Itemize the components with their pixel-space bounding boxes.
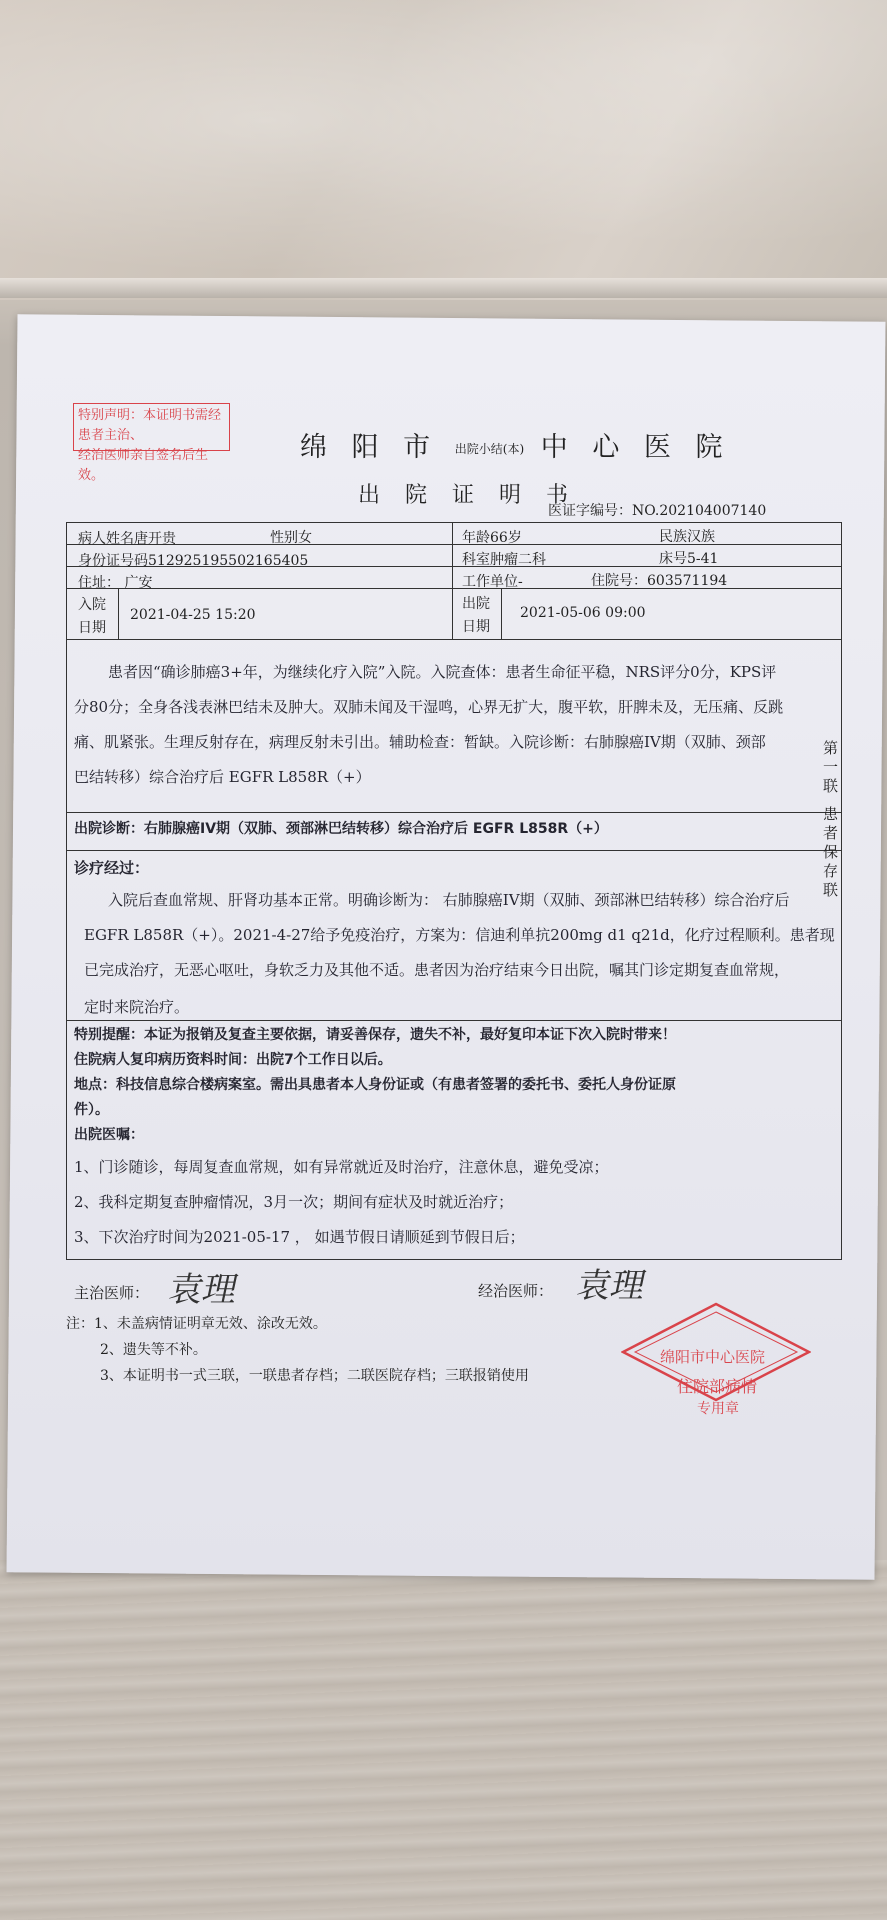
col-divider	[118, 588, 119, 640]
treatment-course-label: 诊疗经过：	[74, 859, 150, 877]
discharge-date-label-2: 日期	[462, 619, 490, 635]
patient-id-number: 身份证号码512925195502165405	[78, 553, 309, 569]
admission-line-2: 分80分；全身各浅表淋巴结未及肿大。双肺未闻及干湿鸣，心界无扩大，腹平软，肝脾未及，无压痛、反跳	[74, 698, 784, 716]
advice-item-3: 3、下次治疗时间为2021-05-17 ， 如遇节假日请顺延到节假日后；	[74, 1228, 525, 1246]
copy-records-location: 地点：科技信息综合楼病案室。需出具患者本人身份证或（有患者签署的委托书、委托人身份证原	[74, 1077, 676, 1093]
seal-purpose: 专用章	[697, 1401, 739, 1417]
bed-number: 床号5-41	[659, 551, 719, 567]
row-divider	[66, 544, 842, 545]
note-2: 2、遗失等不补。	[100, 1342, 207, 1358]
col-divider	[501, 588, 502, 640]
admission-number: 住院号：603571194	[591, 573, 728, 589]
statement-line-1: 特别声明：本证明书需经患者主治、	[78, 408, 222, 443]
seal-hospital-name: 绵阳市中心医院	[660, 1348, 766, 1366]
discharge-date-label: 出院	[462, 596, 490, 612]
hospital-prefix: 绵 阳 市	[300, 432, 439, 463]
patient-address: 住址： 广安	[78, 575, 153, 591]
special-reminder: 特别提醒：本证为报销及复查主要依据，请妥善保存，遗失不补，最好复印本证下次入院时带来！	[74, 1027, 676, 1043]
note-1: 注：1、未盖病情证明章无效、涂改无效。	[66, 1316, 327, 1332]
discharge-diagnosis: 出院诊断：右肺腺癌IV期（双肺、颈部淋巴结转移）综合治疗后 EGFR L858R（+）	[74, 821, 608, 837]
admission-line-3: 痛、肌紧张。生理反射存在，病理反射未引出。辅助检查：暂缺。入院诊断：右肺腺癌IV期（双肺、颈部	[74, 733, 766, 751]
note-3: 3、本证明书一式三联，一联患者存档；二联医院存档；三联报销使用	[100, 1368, 529, 1384]
certificate-number: 医证字编号：NO.202104007140	[548, 503, 767, 519]
attending-physician-label: 主治医师：	[74, 1284, 150, 1302]
course-line-1: 入院后查血常规、肝肾功基本正常。明确诊断为： 右肺腺癌IV期（双肺、颈部淋巴结转移）综合治疗后	[108, 891, 790, 909]
admission-line-1: 患者因“确诊肺癌3+年，为继续化疗入院”入院。入院查体：患者生命征平稳，NRS评分0分，KPS评	[108, 663, 777, 681]
attending-physician-signature: 袁理	[165, 1270, 242, 1310]
section-divider	[66, 850, 842, 851]
discharge-advice-label: 出院医嘱：	[74, 1127, 144, 1143]
hospital-suffix: 中 心 医 院	[540, 432, 731, 463]
statement-line-2: 经治医师亲自签名后生效。	[78, 448, 209, 483]
work-unit: 工作单位-	[462, 574, 523, 590]
patient-sex: 性别女	[270, 530, 312, 546]
admission-line-4: 巴结转移）综合治疗后 EGFR L858R（+）	[74, 768, 371, 786]
treating-physician-label: 经治医师：	[478, 1282, 554, 1300]
admission-date: 2021-04-25 15:20	[130, 607, 256, 623]
copy-records-time: 住院病人复印病历资料时间：出院7个工作日以后。	[74, 1052, 392, 1068]
copy-designation-side-text: 第一联 患者保存联	[821, 740, 839, 901]
course-line-4: 定时来院治疗。	[84, 998, 190, 1016]
special-statement-box	[73, 403, 230, 483]
advice-item-1: 1、门诊随诊，每周复查血常规，如有异常就近及时治疗，注意休息，避免受凉；	[74, 1158, 609, 1176]
advice-item-2: 2、我科定期复查肿瘤情况，3月一次；期间有症状及时就近治疗；	[74, 1193, 514, 1211]
col-divider	[452, 522, 453, 640]
admission-date-label-2: 日期	[78, 620, 106, 636]
admission-date-label: 入院	[78, 597, 106, 613]
patient-age: 年龄66岁	[462, 530, 522, 546]
marble-background	[0, 0, 887, 300]
patient-ethnicity: 民族汉族	[659, 529, 715, 545]
wood-surface	[0, 1560, 887, 1920]
table-edge	[0, 278, 887, 298]
hospital-name	[300, 425, 730, 464]
document-title: 出 院 证 明 书	[358, 483, 577, 508]
patient-name: 病人姓名唐开贵	[78, 531, 176, 547]
copy-records-location-cont: 件）。	[74, 1102, 109, 1118]
hospital-overprint: 出院小结(本)	[454, 442, 525, 456]
course-line-3: 已完成治疗，无恶心呕吐，身软乏力及其他不适。患者因为治疗结束今日出院，嘱其门诊定期复查血常规，	[84, 961, 790, 979]
seal-department: 住院部病情	[677, 1377, 758, 1396]
department: 科室肿瘤二科	[462, 552, 546, 568]
treating-physician-signature: 袁理	[573, 1266, 650, 1306]
course-line-2: EGFR L858R（+）。2021-4-27给予免疫治疗，方案为：信迪利单抗200mg d1 q21d，化疗过程顺利。患者现	[84, 926, 835, 944]
discharge-date: 2021-05-06 09:00	[520, 605, 646, 621]
